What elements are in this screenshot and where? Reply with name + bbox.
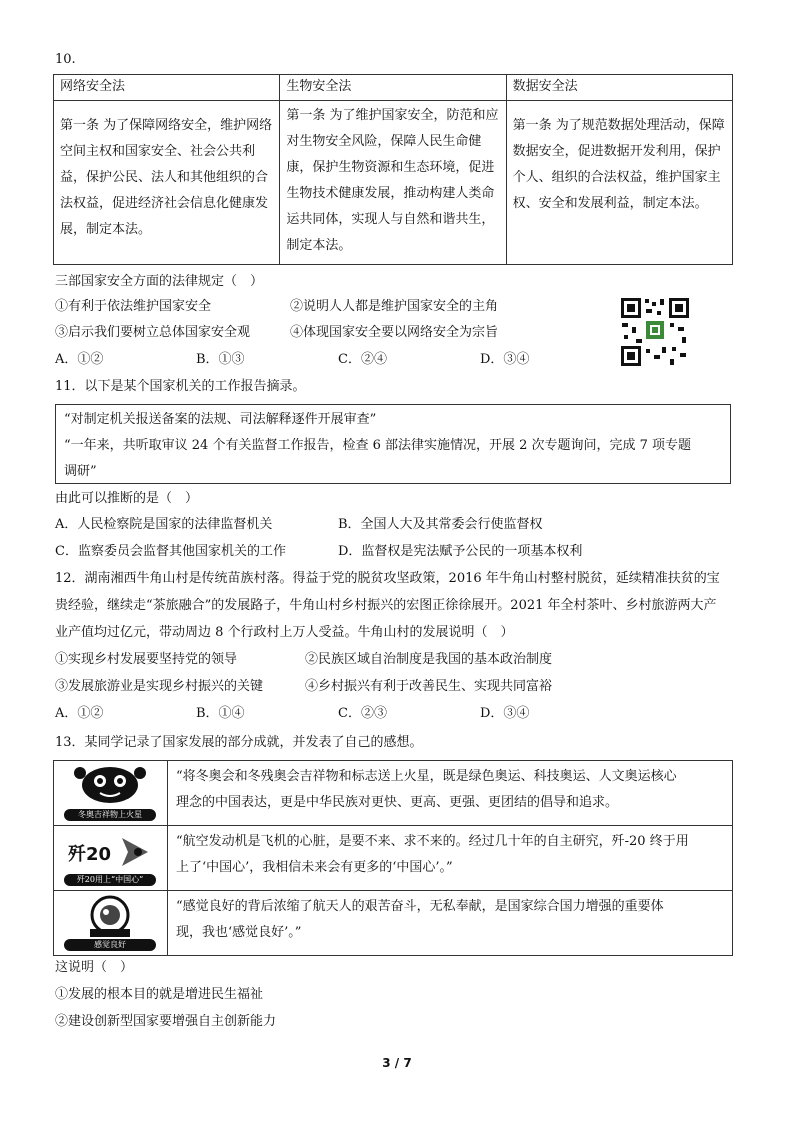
astronaut-icon — [60, 893, 160, 941]
choice-d: D．③④ — [480, 706, 530, 721]
question-11-stem: 11．以下是某个国家机关的工作报告摘录。 — [55, 379, 306, 394]
choice-a: A．①② — [55, 352, 104, 367]
choice-c: C．监察委员会监督其他国家机关的工作 — [55, 544, 286, 559]
quote-line: 上了‘中国心’，我相信未来会有更多的‘中国心’。” — [176, 860, 453, 875]
question-12-line: 12．湖南湘西牛角山村是传统苗族村落。得益于党的脱贫攻坚政策，2016 年牛角山村整村脱贫，延续精准扶贫的宝 — [55, 571, 720, 586]
option: ②说明人人都是维护国家安全的主角 — [290, 299, 499, 314]
mascot-icon — [60, 763, 160, 811]
thumb-label: 歼20 — [68, 844, 112, 865]
question-13-stem: 13．某同学记录了国家发展的部分成就，并发表了自己的感想。 — [55, 735, 423, 750]
question-text: 由此可以推断的是（ ） — [55, 491, 199, 506]
excerpt-line: 调研” — [64, 464, 97, 479]
quote-cell — [168, 826, 733, 891]
thumb-caption: 歼20用上“中国心” — [64, 874, 156, 886]
jet-icon — [60, 828, 160, 876]
quote-cell — [168, 891, 733, 956]
table-cell: 第一条 为了维护国家安全，防范和应对生物安全风险，保障人民生命健康，保护生物资源和生态环境，促进生物技术健康发展，推动构建人类命运共同体，实现人与自然和谐共生，制定本法。 — [280, 101, 506, 265]
quote-cell — [168, 761, 733, 826]
quote-line: “航空发动机是飞机的心脏，是要不来、求不来的。经过几十年的自主研究，歼-20 终于用 — [176, 834, 689, 849]
page-number: 3 / 7 — [382, 1056, 412, 1070]
qr-code-icon — [620, 297, 690, 367]
choice-b: B．全国人大及其常委会行使监督权 — [338, 517, 543, 532]
choice-a: A．人民检察院是国家的法律监督机关 — [55, 517, 273, 532]
achievements-table — [53, 760, 733, 956]
quote-line: “将冬奥会和冬残奥会吉祥物和标志送上火星，既是绿色奥运、科技奥运、人文奥运核心 — [176, 769, 677, 784]
choice-c: C．②④ — [338, 352, 387, 367]
option: ③启示我们要树立总体国家安全观 — [55, 325, 251, 340]
quote-line: 理念的中国表达，更是中华民族对更快、更高、更强、更团结的倡导和追求。 — [176, 795, 619, 810]
j20-engine-image — [60, 828, 160, 888]
astronaut-image — [60, 893, 160, 953]
choice-d: D．监督权是宪法赋予公民的一项基本权利 — [338, 544, 583, 559]
thumb-caption: 感觉良好 — [64, 939, 156, 951]
question-10-number: 10. — [55, 52, 76, 67]
thumb-caption: 冬奥吉祥物上火星 — [64, 809, 156, 821]
question-12-line: 贵经验，继续走“茶旅融合”的发展路子，牛角山村乡村振兴的宏图正徐徐展开。2021 年全村茶叶、乡村旅游两大产 — [55, 598, 717, 613]
option: ①发展的根本目的就是增进民生福祉 — [55, 987, 264, 1002]
table-header: 生物安全法 — [280, 75, 506, 101]
excerpt-line: “一年来，共听取审议 24 个有关监督工作报告，检查 6 部法律实施情况，开展 2 次专题询问，完成 7 项专题 — [64, 438, 692, 453]
option: ②民族区域自治制度是我国的基本政治制度 — [305, 652, 553, 667]
option: ①实现乡村发展要坚持党的领导 — [55, 652, 238, 667]
choice-d: D．③④ — [480, 352, 530, 367]
choice-a: A．①② — [55, 706, 104, 721]
question-12-line: 业产值均过亿元，带动周边 8 个行政村上万人受益。牛角山村的发展说明（ ） — [55, 625, 514, 640]
option: ④乡村振兴有利于改善民生、实现共同富裕 — [305, 679, 553, 694]
table-cell: 第一条 为了保障网络安全，维护网络空间主权和国家安全、社会公共利益，保护公民、法人和其他组织的合法权益，促进经济社会信息化健康发展，制定本法。 — [54, 101, 280, 265]
thumb-cell — [54, 826, 168, 891]
choice-b: B．①③ — [196, 352, 245, 367]
thumb-cell — [54, 761, 168, 826]
question-text: 这说明（ ） — [55, 960, 134, 975]
question-stem: 三部国家安全方面的法律规定（ ） — [55, 274, 264, 289]
choice-b: B．①④ — [196, 706, 245, 721]
excerpt-line: “对制定机关报送备案的法规、司法解释逐件开展审查” — [64, 412, 377, 427]
mascot-mars-image — [60, 763, 160, 823]
table-header: 网络安全法 — [54, 75, 280, 101]
quote-line: “感觉良好的背后浓缩了航天人的艰苦奋斗，无私奉献，是国家综合国力增强的重要体 — [176, 899, 664, 914]
quote-line: 现，我也‘感觉良好’。” — [176, 925, 302, 940]
option: ②建设创新型国家要增强自主创新能力 — [55, 1014, 277, 1029]
report-excerpt-box — [55, 404, 731, 484]
option: ③发展旅游业是实现乡村振兴的关键 — [55, 679, 264, 694]
option: ④体现国家安全要以网络安全为宗旨 — [290, 325, 499, 340]
table-header: 数据安全法 — [506, 75, 732, 101]
choice-c: C．②③ — [338, 706, 387, 721]
option: ①有利于依法维护国家安全 — [55, 299, 212, 314]
thumb-cell — [54, 891, 168, 956]
law-comparison-table — [53, 74, 733, 265]
table-cell: 第一条 为了规范数据处理活动，保障数据安全，促进数据开发利用，保护个人、组织的合法权益，维护国家主权、安全和发展利益，制定本法。 — [506, 101, 732, 265]
